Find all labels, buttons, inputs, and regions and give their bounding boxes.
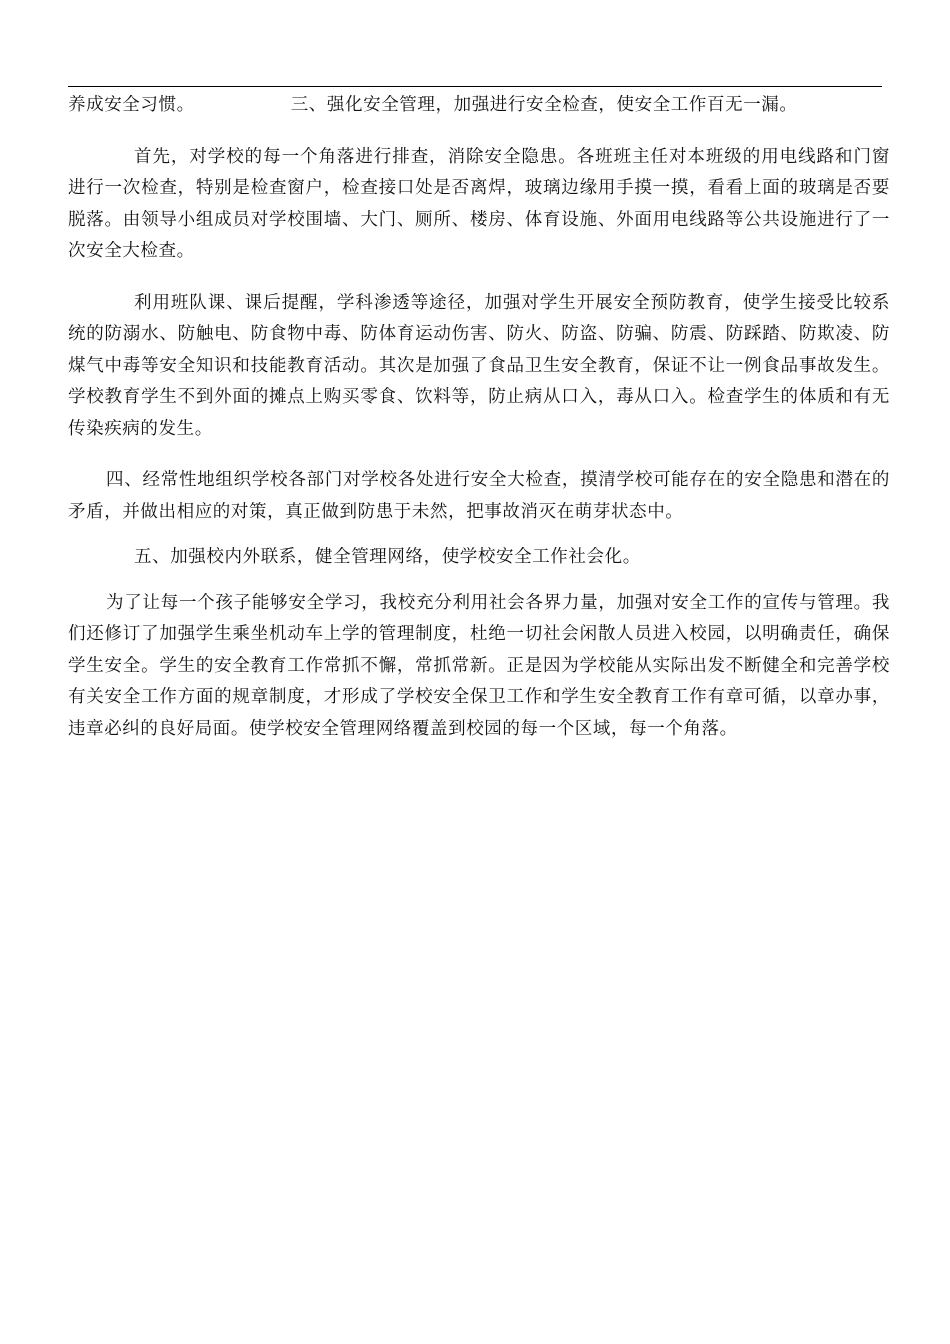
section-heading-5: 五、加强校内外联系，健全管理网络，使学校安全工作社会化。 — [134, 547, 641, 567]
document-body — [68, 90, 890, 745]
continuation-text: 养成安全习惯。 — [68, 95, 195, 115]
paragraph-inspection: 首先，对学校的每一个角落进行排查，消除安全隐患。各班班主任对本班级的用电线路和门窗进行一次检查，特别是检查窗户，检查接口处是否离焊，玻璃边缘用手摸一摸，看看上面的玻璃是否要脱落。由领导小组成员对学校围墙、大门、厕所、楼房、体育设施、外面用电线路等公共设施进行了一次安全大检查。 — [68, 146, 890, 261]
paragraph-safety-education: 利用班队课、课后提醒，学科渗透等途径，加强对学生开展安全预防教育，使学生接受比较系统的防溺水、防触电、防食物中毒、防体育运动伤害、防火、防盗、防骗、防震、防踩踏、防欺凌、防煤气中毒等安全知识和技能教育活动。其次是加强了食品卫生安全教育，保证不让一例食品事故发生。学校教育学生不到外面的摊点上购买零食、饮料等，防止病从口入，毒从口入。检查学生的体质和有无传染疾病的发生。 — [68, 292, 890, 439]
section-heading-3: 三、强化安全管理，加强进行安全检查，使安全工作百无一漏。 — [290, 95, 798, 115]
header-rule — [68, 86, 882, 87]
opening-line — [68, 90, 890, 122]
paragraph-social-network: 为了让每一个孩子能够安全学习，我校充分利用社会各界力量，加强对安全工作的宣传与管理。我们还修订了加强学生乘坐机动车上学的管理制度，杜绝一切社会闲散人员进入校园，以明确责任，确保学生安全。学生的安全教育工作常抓不懈，常抓常新。正是因为学校能从实际出发不断健全和完善学校有关安全工作方面的规章制度，才形成了学校安全保卫工作和学生安全教育工作有章可循，以章办事，违章必纠的良好局面。使学校安全管理网络覆盖到校园的每一个区域，每一个角落。 — [68, 592, 890, 739]
section-heading-4: 四、经常性地组织学校各部门对学校各处进行安全大检查，摸清学校可能存在的安全隐患和潜在的矛盾，并做出相应的对策，真正做到防患于未然，把事故消灭在萌芽状态中。 — [68, 470, 890, 522]
